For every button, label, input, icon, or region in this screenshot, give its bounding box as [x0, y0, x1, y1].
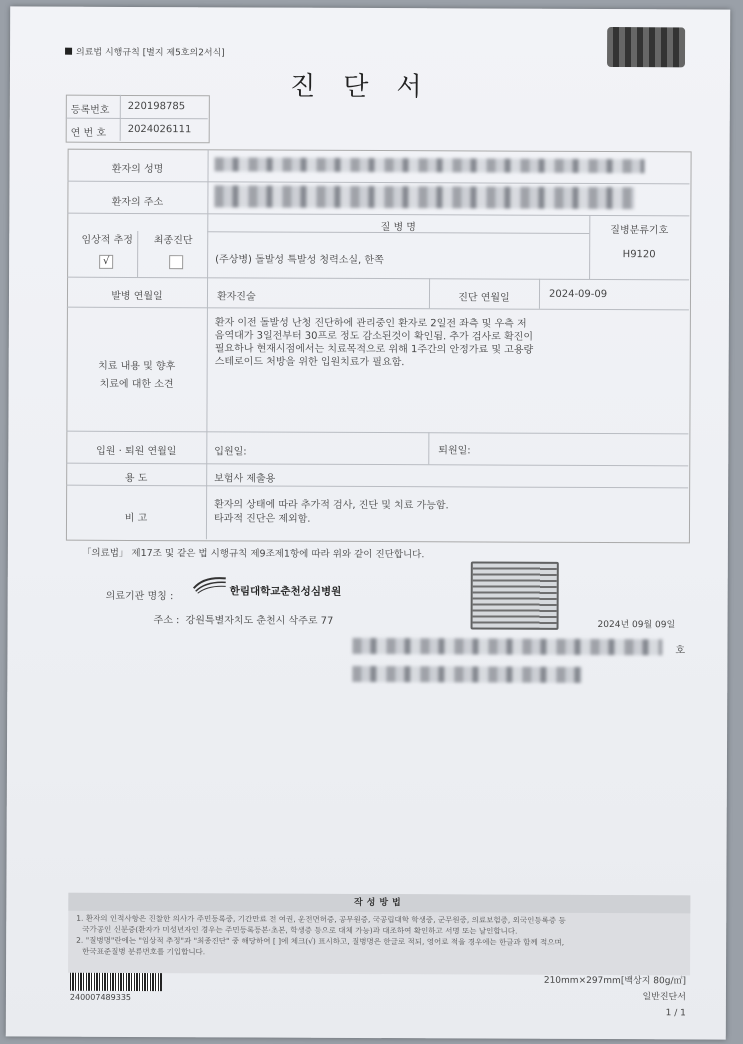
- disease-name-header: 질 병 명: [380, 222, 416, 234]
- final-diagnosis-label: 최종진단: [153, 235, 193, 247]
- barcode-number: 240007489335: [69, 992, 132, 1002]
- patient-address-redacted: [214, 185, 634, 209]
- guide-line-2: 국가공인 신분증(환자가 미성년자인 경우는 주민등록등본·초본, 학생증 등으로 대체 가능)과 대조하여 확인하고 서명 또는 날인합니다.: [82, 924, 518, 936]
- license-number-suffix: 호: [675, 645, 686, 657]
- form-reference: 의료법 시행규칙 [별지 제5호의2서식]: [65, 45, 225, 59]
- reg-number-value: 220198785: [127, 100, 186, 113]
- disease-code-header: 질병분류기호: [610, 225, 669, 237]
- clinical-estimate-label: 임상적 추정: [81, 234, 133, 246]
- onset-date-label: 발병 연월일: [111, 290, 163, 303]
- patient-name-redacted: [215, 157, 645, 173]
- institution-address-label: 주소 :: [153, 615, 180, 627]
- document-title: 진단서: [290, 71, 450, 103]
- diagnosis-date-value: 2024-09-09: [548, 288, 608, 301]
- treatment-label-line1: 치료 내용 및 향후: [98, 360, 176, 373]
- onset-date-value: 환자진술: [216, 291, 256, 303]
- purpose-value: 보험사 제출용: [214, 473, 276, 485]
- institution-name-value: 한림대학교춘천성심병원: [229, 585, 342, 598]
- institution-address-value: 강원특별자치도 춘천시 삭주로 77: [185, 615, 334, 627]
- diagnosis-certificate-paper: [6, 6, 730, 1039]
- guide-line-4: 한국표준질병 분류번호를 기입합니다.: [82, 946, 206, 957]
- treatment-text-line1: 환자 이전 돌발성 난청 진단하에 관리중인 환자로 2일전 좌측 및 우측 저: [214, 317, 527, 330]
- treatment-text-line3: 필요하나 현재시점에서는 치료목적으로 위해 1주간의 안정가료 및 고용량: [214, 343, 534, 356]
- patient-address-label: 환자의 주소: [111, 196, 164, 209]
- admit-date-label: 입원일:: [214, 446, 247, 458]
- remarks-label: 비 고: [124, 512, 148, 525]
- document-barcode: [70, 973, 162, 991]
- treatment-text-line4: 스테로이드 처방을 위한 입원치료가 필요함.: [214, 356, 405, 369]
- hospital-logo-icon: [192, 574, 228, 594]
- doctor-signature-redacted: [352, 666, 582, 683]
- hospital-seal: [471, 561, 559, 629]
- statute-statement: 「의료법」 제17조 및 같은 법 시행규칙 제9조제1항에 따라 위와 같이 진단합니다.: [81, 547, 425, 561]
- diagnosis-date-label: 진단 연월일: [458, 292, 510, 304]
- serial-number-label: 연 번 호: [70, 127, 107, 139]
- final-diagnosis-checkbox[interactable]: [169, 255, 183, 269]
- clinical-estimate-checkbox[interactable]: √: [99, 255, 113, 269]
- qr-code: [607, 27, 685, 67]
- doctor-info-redacted: [352, 638, 662, 655]
- purpose-label: 용 도: [124, 472, 148, 485]
- issue-date: 2024년 09월 09일: [597, 620, 676, 631]
- reg-number-label: 등록번호: [70, 104, 110, 116]
- paper-spec: 210mm×297mm[백상지 80g/㎡]: [543, 975, 687, 987]
- guide-line-3: 2. "질병명"란에는 "임상적 추정"과 "최종진단" 중 해당하여 [ ]에 체크(√) 표시하고, 질병명은 한글로 적되, 영어로 적을 경우에는 한글과 함께 적으며,: [76, 935, 565, 947]
- disease-code-value: H9120: [622, 249, 656, 261]
- institution-name-label: 의료기관 명칭 :: [105, 590, 174, 603]
- serial-number-value: 2024026111: [127, 123, 192, 136]
- writing-guide-text: [76, 913, 686, 960]
- admission-date-label: 입원 · 퇴원 연월일: [96, 445, 177, 458]
- remarks-line2: 타과적 진단은 제외함.: [213, 513, 311, 525]
- page-indicator: 1 / 1: [665, 1008, 686, 1019]
- treatment-text-line2: 음역대가 3일전부터 30프로 정도 감소된것이 확인됨. 추가 검사로 확진이: [214, 330, 534, 343]
- treatment-label-line2: 치료에 대한 소견: [99, 378, 174, 391]
- remarks-line1: 환자의 상태에 따라 추가적 검사, 진단 및 치료 가능함.: [214, 499, 449, 512]
- writing-guide-title: 작성방법: [68, 893, 690, 914]
- footer-info: [544, 975, 686, 1020]
- disease-name-value: (주상병) 돌발성 특발성 청력소실, 한쪽: [215, 254, 384, 267]
- guide-line-1: 1. 환자의 인적사항은 진찰한 의사가 주민등록증, 기간만료 전 여권, 운전면허증, 공무원증, 국공립대학 학생증, 군무원증, 의료보험증, 외국인등록증 등: [76, 913, 566, 925]
- document-type: 일반진단서: [642, 992, 686, 1003]
- discharge-date-label: 퇴원일:: [438, 445, 471, 457]
- patient-name-label: 환자의 성명: [111, 163, 164, 176]
